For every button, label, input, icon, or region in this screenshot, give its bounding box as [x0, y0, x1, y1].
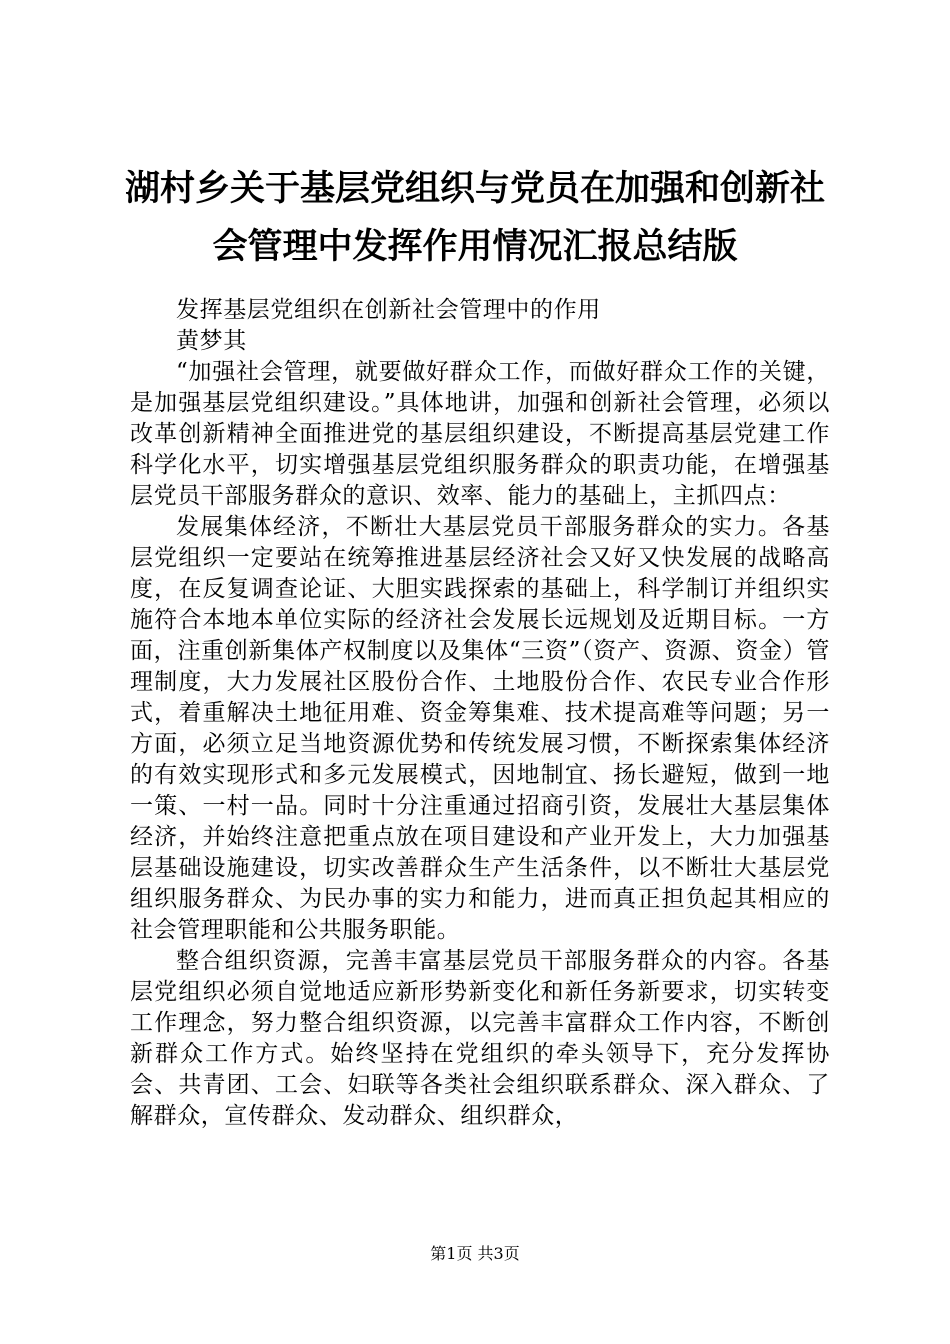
document-subtitle: 发挥基层党组织在创新社会管理中的作用 — [176, 297, 601, 323]
document-title-line-1: 湖村乡关于基层党组织与党员在加强和创新社 — [124, 169, 825, 209]
body-paragraph: 整合组织资源，完善丰富基层党员干部服务群众的内容。各基层党组织必须自觉地适应新形势新变化和新任务新要求，切实转变工作理念，努力整合组织资源，以完善丰富群众工作内容，不断创新群众工作方式。始终坚持在党组织的牵头领导下，充分发挥协会、共青团、工会、妇联等各类社会组织联系群众、深入群众、了解群众，宣传群众、发动群众、组织群众， — [130, 948, 830, 1129]
document-body — [130, 295, 830, 1132]
body-paragraph: 发展集体经济，不断壮大基层党员干部服务群众的实力。各基层党组织一定要站在统筹推进基层经济社会又好又快发展的战略高度，在反复调查论证、大胆实践探索的基础上，科学制订并组织实施符合本地本单位实际的经济社会发展长远规划及近期目标。一方面，注重创新集体产权制度以及集体“三资”（资产、资源、资金）管理制度，大力发展社区股份合作、土地股份合作、农民专业合作形式，着重解决土地征用难、资金筹集难、技术提高难等问题；另一方面，必须立足当地资源优势和传统发展习惯，不断探索集体经济的有效实现形式和多元发展模式，因地制宜、扬长避短，做到一地一策、一村一品。同时十分注重通过招商引资，发展壮大基层集体经济，并始终注意把重点放在项目建设和产业开发上，大力加强基层基础设施建设，切实改善群众生产生活条件，以不断壮大基层党组织服务群众、为民办事的实力和能力，进而真正担负起其相应的社会管理职能和公共服务职能。 — [130, 514, 830, 943]
document-author: 黄梦其 — [176, 328, 247, 354]
document-title-line-2: 会管理中发挥作用情况汇报总结版 — [212, 227, 738, 267]
document-title — [100, 160, 850, 276]
page-number-footer: 第1页 共3页 — [430, 1244, 520, 1263]
body-paragraph: “加强社会管理，就要做好群众工作，而做好群众工作的关键，是加强基层党组织建设。”具体地讲，加强和创新社会管理，必须以改革创新精神全面推进党的基层组织建设，不断提高基层党建工作科学化水平，切实增强基层党组织服务群众的职责功能，在增强基层党员干部服务群众的意识、效率、能力的基础上，主抓四点： — [130, 359, 830, 509]
